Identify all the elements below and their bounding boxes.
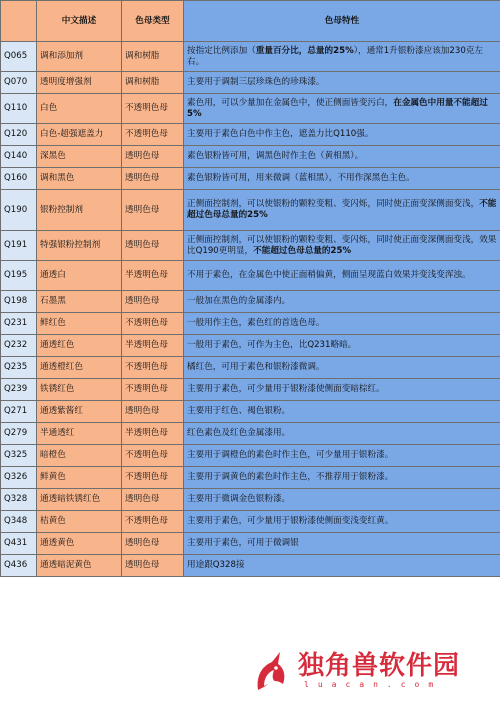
table-row [1, 379, 500, 401]
table-row [1, 467, 500, 489]
site-watermark [250, 643, 498, 699]
table-row [1, 423, 500, 445]
cell-toner-type: 透明色母 [122, 291, 184, 313]
table-row [1, 231, 500, 261]
watermark-title: 独角兽软件园 [298, 651, 461, 681]
cell-code: Q190 [1, 190, 37, 231]
unicorn-logo-icon [250, 650, 292, 692]
cell-description: 铁锈红色 [37, 379, 122, 401]
cell-toner-type: 不透明色母 [122, 467, 184, 489]
cell-code: Q065 [1, 42, 37, 72]
table-row [1, 335, 500, 357]
cell-toner-property: 一般用于素色，可作为主色，比Q231略暗。 [184, 335, 500, 357]
cell-toner-property: 用途跟Q328接 [184, 555, 500, 577]
cell-description: 通透黄色 [37, 533, 122, 555]
cell-description: 透明度增强剂 [37, 72, 122, 94]
watermark-url: luacan.com [304, 680, 443, 689]
cell-toner-type: 调和树脂 [122, 42, 184, 72]
cell-toner-type: 不透明色母 [122, 94, 184, 124]
table-row [1, 72, 500, 94]
cell-toner-type: 不透明色母 [122, 445, 184, 467]
cell-toner-type: 透明色母 [122, 190, 184, 231]
cell-code: Q191 [1, 231, 37, 261]
table-row [1, 445, 500, 467]
table-row [1, 291, 500, 313]
table-row [1, 555, 500, 577]
cell-toner-type: 调和树脂 [122, 72, 184, 94]
cell-code: Q328 [1, 489, 37, 511]
cell-description: 调和添加剂 [37, 42, 122, 72]
cell-toner-type: 透明色母 [122, 401, 184, 423]
cell-toner-type: 透明色母 [122, 533, 184, 555]
table-row [1, 190, 500, 231]
cell-toner-type: 半透明色母 [122, 261, 184, 291]
cell-description: 石墨黑 [37, 291, 122, 313]
header-toner-type: 色母类型 [122, 1, 184, 42]
cell-toner-property: 主要用于素色，可少量用于银粉漆使侧面变暗棕红。 [184, 379, 500, 401]
cell-code: Q235 [1, 357, 37, 379]
cell-description: 特强银粉控制剂 [37, 231, 122, 261]
cell-description: 通透暗泥黄色 [37, 555, 122, 577]
cell-toner-type: 不透明色母 [122, 379, 184, 401]
cell-description: 白色 [37, 94, 122, 124]
cell-code: Q239 [1, 379, 37, 401]
cell-toner-property: 主要用于调黄色的素色时作主色，不推荐用于银粉漆。 [184, 467, 500, 489]
table-row [1, 146, 500, 168]
cell-toner-property: 按指定比例添加（重量百分比，总量的25%），通常1升银粉漆应该加230克左右。 [184, 42, 500, 72]
cell-code: Q326 [1, 467, 37, 489]
cell-code: Q120 [1, 124, 37, 146]
cell-code: Q279 [1, 423, 37, 445]
cell-description: 半通透红 [37, 423, 122, 445]
table-row [1, 94, 500, 124]
header-code [1, 1, 37, 42]
cell-description: 鲜红色 [37, 313, 122, 335]
header-chinese-description: 中文描述 [37, 1, 122, 42]
cell-description: 暗橙色 [37, 445, 122, 467]
table-row [1, 511, 500, 533]
cell-code: Q348 [1, 511, 37, 533]
cell-description: 银粉控制剂 [37, 190, 122, 231]
cell-description: 深黑色 [37, 146, 122, 168]
header-toner-property: 色母特性 [184, 1, 500, 42]
cell-code: Q232 [1, 335, 37, 357]
cell-code: Q231 [1, 313, 37, 335]
cell-code: Q431 [1, 533, 37, 555]
cell-code: Q140 [1, 146, 37, 168]
cell-code: Q271 [1, 401, 37, 423]
cell-description: 通透暗铁锈红色 [37, 489, 122, 511]
cell-toner-property: 素色银粉皆可用，用来微调（蓝相黑），不用作深黑色主色。 [184, 168, 500, 190]
table-header-row [1, 1, 500, 42]
table-row [1, 168, 500, 190]
cell-description: 通透白 [37, 261, 122, 291]
cell-code: Q436 [1, 555, 37, 577]
table-row [1, 313, 500, 335]
cell-toner-property: 不用于素色，在金属色中使正面稍偏黄，侧面呈现蓝白效果并变浅变浑浊。 [184, 261, 500, 291]
cell-toner-property: 素色银粉皆可用，调黑色时作主色（黄相黑）。 [184, 146, 500, 168]
table-row [1, 261, 500, 291]
table-row [1, 124, 500, 146]
cell-code: Q070 [1, 72, 37, 94]
cell-toner-type: 透明色母 [122, 168, 184, 190]
cell-toner-type: 不透明色母 [122, 357, 184, 379]
cell-toner-type: 不透明色母 [122, 313, 184, 335]
cell-toner-type: 透明色母 [122, 489, 184, 511]
cell-toner-property: 正侧面控制剂，可以使银粉的颗粒变粗、变闪烁，同时使正面变深侧面变浅，效果比Q190更明显，不能超过色母总量的25% [184, 231, 500, 261]
cell-description: 调和黑色 [37, 168, 122, 190]
cell-description: 通透紫酱红 [37, 401, 122, 423]
cell-toner-type: 透明色母 [122, 146, 184, 168]
table-row [1, 401, 500, 423]
cell-toner-property: 红色素色及红色金属漆用。 [184, 423, 500, 445]
cell-toner-type: 半透明色母 [122, 423, 184, 445]
cell-toner-property: 主要用于素色白色中作主色，遮盖力比Q110强。 [184, 124, 500, 146]
cell-description: 白色-超强遮盖力 [37, 124, 122, 146]
cell-toner-type: 半透明色母 [122, 335, 184, 357]
cell-code: Q160 [1, 168, 37, 190]
cell-code: Q198 [1, 291, 37, 313]
cell-toner-type: 透明色母 [122, 231, 184, 261]
cell-toner-property: 主要用于红色、褐色银粉。 [184, 401, 500, 423]
cell-toner-property: 主要用于微调金色银粉漆。 [184, 489, 500, 511]
cell-toner-property: 一般用作主色，素色红的首选色母。 [184, 313, 500, 335]
cell-description: 通透红色 [37, 335, 122, 357]
cell-code: Q110 [1, 94, 37, 124]
table-row [1, 533, 500, 555]
cell-toner-property: 正侧面控制剂，可以使银粉的颗粒变粗、变闪烁，同时使正面变深侧面变浅，不能超过色母总量的25% [184, 190, 500, 231]
cell-toner-property: 一般加在黑色的金属漆内。 [184, 291, 500, 313]
table-row [1, 42, 500, 72]
table-row [1, 489, 500, 511]
cell-description: 桔黄色 [37, 511, 122, 533]
cell-toner-property: 主要用于素色，可用于微调银 [184, 533, 500, 555]
table-row [1, 357, 500, 379]
cell-toner-property: 主要用于调制三层珍珠色的珍珠漆。 [184, 72, 500, 94]
cell-toner-property: 主要用于素色，可少量用于银粉漆使侧面变浅变红黄。 [184, 511, 500, 533]
cell-toner-property: 主要用于调橙色的素色时作主色，可少量用于银粉漆。 [184, 445, 500, 467]
cell-code: Q195 [1, 261, 37, 291]
cell-toner-property: 橘红色，可用于素色和银粉漆微调。 [184, 357, 500, 379]
cell-toner-type: 不透明色母 [122, 124, 184, 146]
cell-code: Q325 [1, 445, 37, 467]
cell-description: 鲜黄色 [37, 467, 122, 489]
cell-toner-type: 不透明色母 [122, 511, 184, 533]
cell-description: 通透橙红色 [37, 357, 122, 379]
cell-toner-property: 素色用，可以少量加在金属色中，使正侧面皆变污白，在金属色中用量不能超过5% [184, 94, 500, 124]
cell-toner-type: 透明色母 [122, 555, 184, 577]
